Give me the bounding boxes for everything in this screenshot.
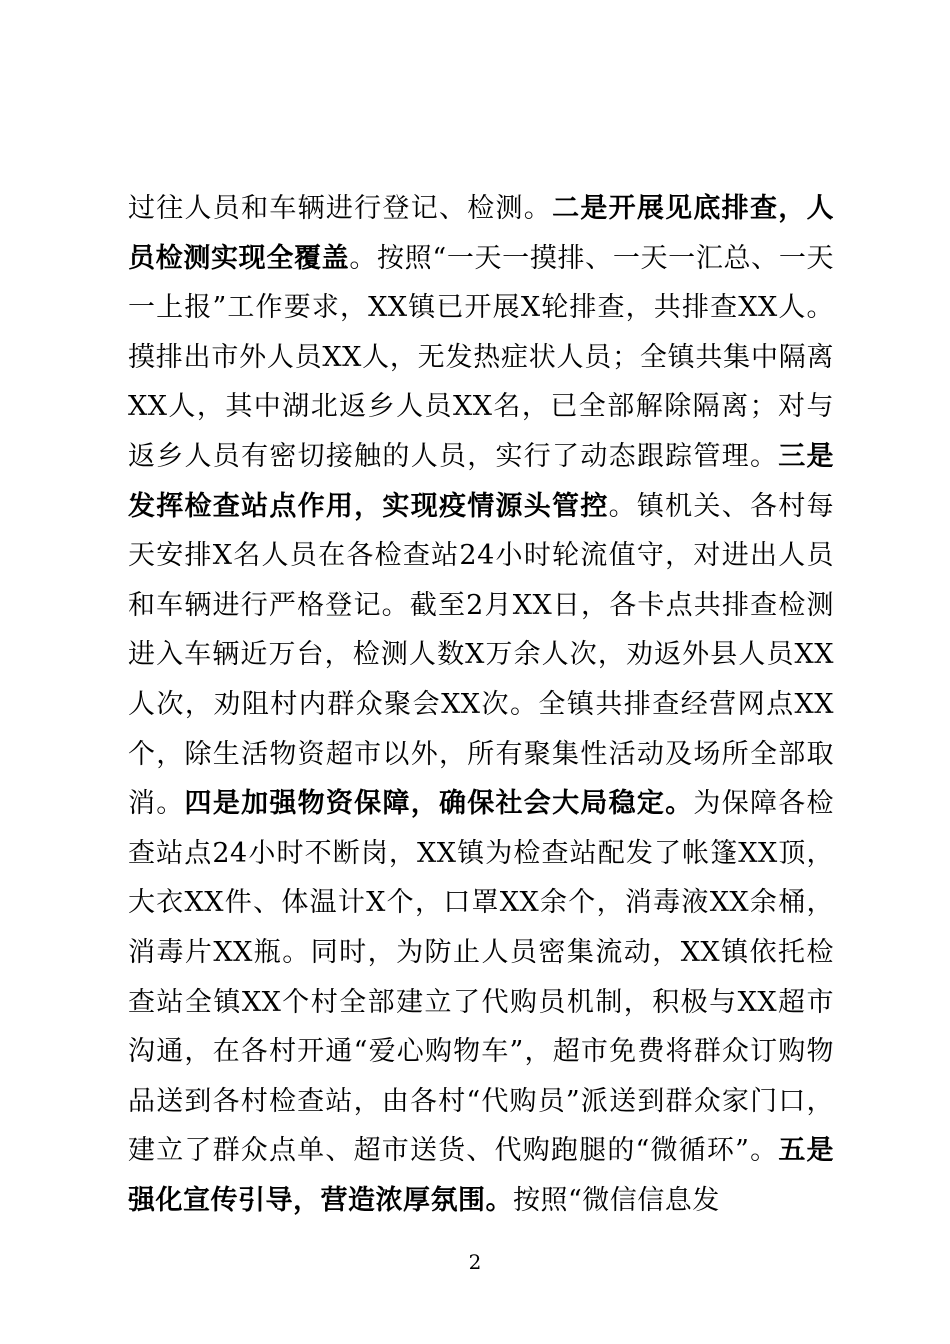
paragraph-segment: 。按照“一天一摸排、一天一汇总、一天一上报”工作要求，XX镇已开展X轮排查，共排查XX人。摸排出市外人员XX人，无发热症状人员；全镇共集中隔离XX人，其中湖北返乡人员XX名，已全部解除隔离；对与返乡人员有密切接触的人员，实行了动态跟踪管理。 xyxy=(128,242,834,472)
paragraph-segment: 。镇机关、各村每天安排X名人员在各检查站24小时轮流值守，对进出人员和车辆进行严格登记。截至2月XX日，各卡点共排查检测进入车辆近万台，检测人数X万余人次，劝返外县人员XX人次，劝阻村内群众聚会XX次。全镇共排查经营网点XX个，除生活物资超市以外，所有聚集性活动及场所全部取消。 xyxy=(128,490,835,820)
paragraph-segment: 过往人员和车辆进行登记、检测。 xyxy=(128,193,553,224)
page-number: 2 xyxy=(468,1250,482,1274)
paragraph-segment: 按照“微信信息发 xyxy=(513,1184,720,1216)
bold-heading-segment: 四是加强物资保障，确保社会大局稳定。 xyxy=(184,788,694,820)
bold-heading-segment: 三是发挥检查站点作用，实现疫情源头管控 xyxy=(128,440,835,522)
paragraph-segment: 为保障各检查站点24小时不断岗，XX镇为检查站配发了帐篷XX顶，大衣XX件、体温计X个，口罩XX余个，消毒液XX余桶，消毒片XX瓶。同时，为防止人员密集流动，XX镇依托检查站全镇XX个村全部建立了代购员机制，积极与XX超市沟通，在各村开通“爱心购物车”，超市免费将群众订购物品送到各村检查站，由各村“代购员”派送到群众家门口，建立了群众点单、超市送货、代购跑腿的“微循环”。 xyxy=(128,788,835,1167)
body-paragraph xyxy=(128,184,834,1225)
bold-heading-segment: 五是强化宣传引导，营造浓厚氛围。 xyxy=(128,1135,835,1216)
bold-heading-segment: 二是开展见底排查，人员检测实现全覆盖 xyxy=(128,193,834,274)
